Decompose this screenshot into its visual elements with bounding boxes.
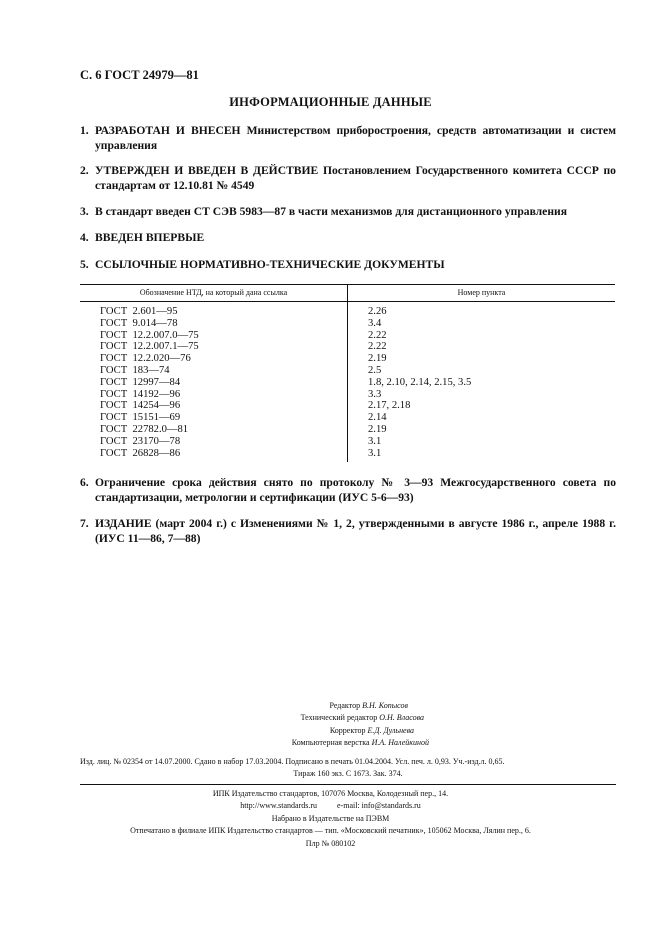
point-number: 2.22	[368, 341, 387, 353]
column-header-point: Номер пункта	[457, 288, 506, 297]
doc-designation: ГОСТ 14192—96	[100, 388, 181, 400]
table-row	[80, 412, 615, 424]
publisher-line: Плр № 080102	[305, 838, 356, 848]
item-lead: УТВЕРЖДЕН И ВВЕДЕН В ДЕЙСТВИЕ	[95, 164, 319, 177]
table-row	[80, 436, 615, 448]
page-header: С. 6 ГОСТ 24979—81	[80, 68, 199, 82]
item-lead: РАЗРАБОТАН И ВНЕСЕН	[95, 124, 241, 137]
table-row	[80, 400, 615, 412]
item-number: 1.	[80, 124, 89, 137]
editor-name: В.Н. Копысов	[362, 701, 408, 710]
item-number: 5.	[80, 258, 89, 271]
doc-designation: ГОСТ 12997—84	[100, 376, 181, 388]
editor-name: О.Н. Власова	[379, 713, 424, 723]
editor-name: Е.Д. Дульнева	[367, 725, 414, 735]
doc-designation: ГОСТ 15151—69	[100, 412, 181, 424]
table-row	[80, 365, 615, 377]
table-row	[80, 306, 615, 318]
point-number: 3.4	[368, 317, 382, 329]
editor-line	[329, 700, 408, 712]
publisher-contacts: http://www.standards.ru e-mail: info@standards.ru	[240, 801, 421, 811]
table-row	[80, 448, 615, 460]
point-number: 3.1	[368, 447, 382, 459]
point-number: 1.8, 2.10, 2.14, 2.15, 3.5	[368, 376, 472, 388]
doc-designation: ГОСТ 12.2.020—76	[100, 353, 191, 365]
point-number: 3.3	[368, 388, 382, 400]
doc-designation: ГОСТ 22782.0—81	[100, 423, 189, 435]
item-text: Ограничение срока действия снято по протоколу № 3—93 Межгосударственного совета по стандартизации, метрологии и сертификации (ИУС 5-6—93)	[95, 476, 616, 504]
publisher-line: Набрано в Издательстве на ПЭВМ	[271, 813, 390, 823]
doc-designation: ГОСТ 23170—78	[100, 435, 181, 447]
section-title: ИНФОРМАЦИОННЫЕ ДАННЫЕ	[229, 95, 432, 109]
reference-documents-table	[80, 284, 615, 462]
item-text: Постановлением Государственного комитета СССР по стандартам от 12.10.81 № 4549	[95, 164, 616, 192]
table-row	[80, 353, 615, 365]
item-number: 7.	[80, 517, 89, 530]
editor-role: Редактор	[329, 701, 363, 710]
doc-designation: ГОСТ 9.014—78	[100, 317, 178, 329]
item-text: В стандарт введен СТ СЭВ 5983—87 в части механизмов для дистанционного управления	[95, 205, 567, 218]
table-row	[80, 377, 615, 389]
editor-role: Технический редактор	[300, 713, 380, 723]
doc-designation: ГОСТ 12.2.007.0—75	[100, 329, 199, 341]
info-item-6	[80, 475, 616, 505]
table-row	[80, 424, 615, 436]
item-lead: ИЗДАНИЕ	[95, 517, 152, 530]
imprint-rule	[80, 784, 616, 785]
item-lead: ССЫЛОЧНЫЕ НОРМАТИВНО-ТЕХНИЧЕСКИЕ ДОКУМЕНТЫ	[95, 258, 445, 271]
info-item-4	[80, 230, 616, 245]
publication-info	[80, 756, 616, 781]
point-number: 2.26	[368, 306, 387, 317]
doc-designation: ГОСТ 2.601—95	[100, 306, 178, 317]
doc-designation: ГОСТ 12.2.007.1—75	[100, 341, 199, 353]
publisher-line: ИПК Издательство стандартов, 107076 Москва, Колодезный пер., 14.	[212, 789, 449, 798]
editor-role: Корректор	[329, 725, 368, 735]
table-row	[80, 318, 615, 330]
publication-info-line: Изд. лиц. № 02354 от 14.07.2000. Сдано в набор 17.03.2004. Подписано в печать 01.04.2004. Усл. печ. л. 0,93. Уч.-изд.л. 0,65.	[80, 757, 505, 766]
item-number: 4.	[80, 231, 89, 244]
info-item-5	[80, 257, 616, 272]
table-row	[80, 389, 615, 401]
editor-role: Компьютерная верстка	[291, 738, 372, 748]
doc-designation: ГОСТ 183—74	[100, 364, 170, 376]
editor-name: И.А. Налейкиной	[371, 738, 429, 748]
editor-line	[330, 725, 414, 737]
table-row	[80, 341, 615, 353]
table-row	[80, 330, 615, 342]
info-item-1	[80, 123, 616, 153]
item-number: 2.	[80, 164, 89, 177]
editor-line	[301, 712, 424, 724]
item-text: (март 2004 г.) с Изменениями № 1, 2, утвержденными в августе 1986 г., апреле 1988 г. (ИУС 11—86, 7—88)	[95, 517, 616, 545]
info-item-3	[80, 204, 616, 219]
item-text: Министерством приборостроения, средств автоматизации и систем управления	[95, 124, 616, 152]
point-number: 2.5	[368, 364, 382, 376]
point-number: 2.14	[368, 412, 387, 424]
publisher-info	[0, 788, 661, 850]
column-header-document: Обозначение НТД, на который дана ссылка	[139, 288, 288, 297]
info-item-2	[80, 163, 616, 193]
item-lead: ВВЕДЕН ВПЕРВЫЕ	[95, 231, 205, 244]
point-number: 2.17, 2.18	[368, 400, 411, 412]
doc-designation: ГОСТ 26828—86	[100, 447, 181, 459]
point-number: 3.1	[368, 435, 382, 447]
item-number: 6.	[80, 476, 89, 489]
info-item-7	[80, 516, 616, 546]
publication-info-line: Тираж 160 экз. С 1673. Зак. 374.	[293, 769, 403, 779]
point-number: 2.19	[368, 423, 387, 435]
point-number: 2.22	[368, 329, 387, 341]
publisher-line: Отпечатано в филиале ИПК Издательство стандартов — тип. «Московский печатник», 105062 Москва, Лялин пер., 6.	[130, 826, 531, 836]
point-number: 2.19	[368, 353, 387, 365]
table-body	[80, 306, 615, 459]
item-number: 3.	[80, 205, 89, 218]
editor-line	[292, 737, 429, 749]
doc-designation: ГОСТ 14254—96	[100, 400, 181, 412]
